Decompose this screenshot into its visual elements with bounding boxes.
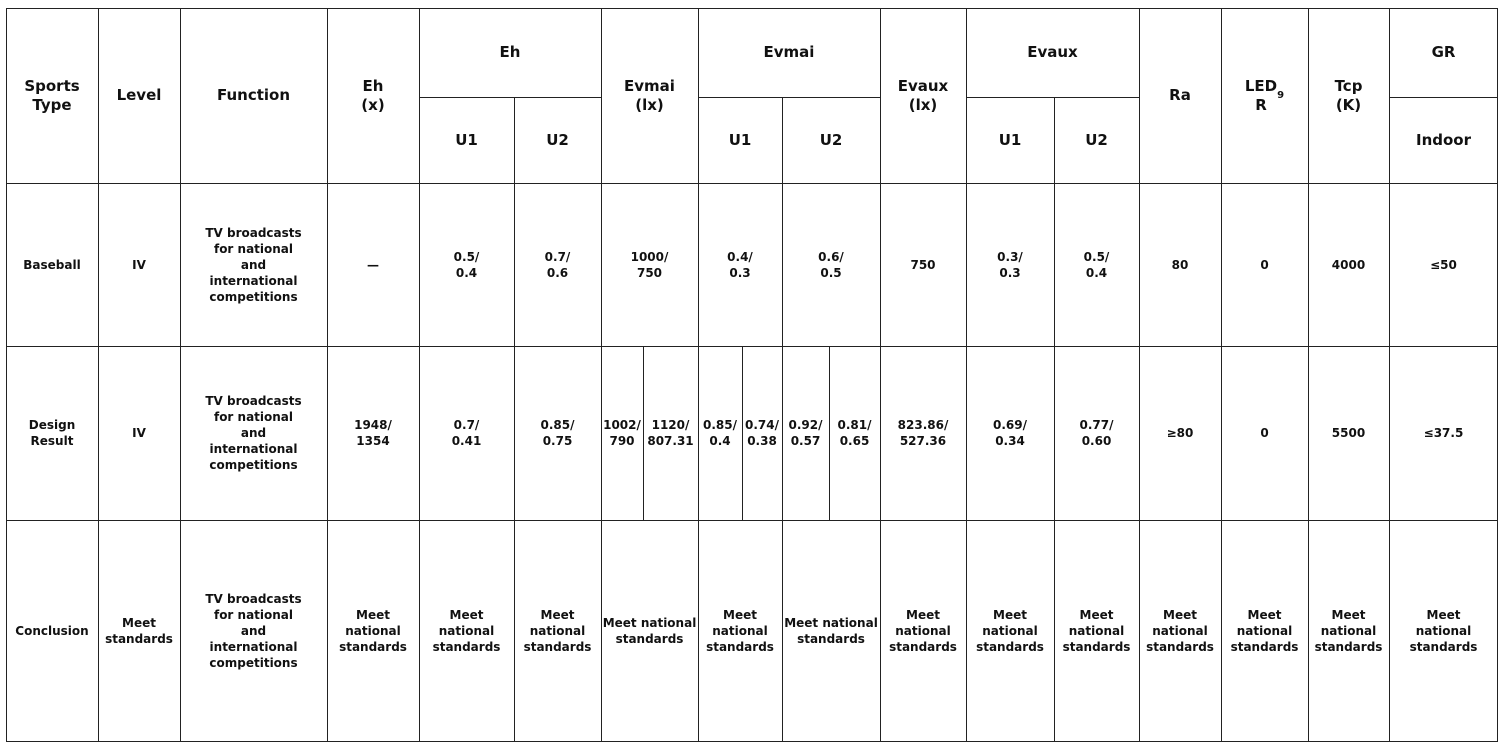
header-gr-indoor: Indoor: [1415, 130, 1471, 149]
header-evmai-lx: Evmai (lx): [624, 76, 675, 114]
header-evmai-group: Evmai: [763, 43, 815, 61]
conclusion-eh-u2: Meet national standards: [523, 607, 592, 654]
design-led-r9: 0: [1260, 426, 1269, 440]
header-level: Level: [116, 86, 162, 104]
header-eh-u2: U2: [546, 130, 569, 149]
header-gr: GR: [1431, 43, 1456, 61]
design-level: IV: [132, 426, 146, 440]
design-eh: 1948/ 1354: [354, 418, 392, 448]
header-sports-type: Sports Type: [24, 76, 80, 114]
conclusion-sports-type: Conclusion: [15, 623, 89, 638]
design-evaux-u2: 0.77/ 0.60: [1079, 418, 1114, 448]
conclusion-evmai: Meet national standards: [602, 615, 697, 646]
design-evmai-a: 1002/ 790: [603, 418, 641, 448]
conclusion-eh-u1: Meet national standards: [432, 607, 501, 654]
conclusion-evmai-u1: Meet national standards: [706, 607, 774, 654]
design-eh-u2: 0.85/ 0.75: [540, 418, 575, 448]
header-evmai-u2: U2: [819, 130, 843, 149]
baseball-evmai-u2: 0.6/ 0.5: [818, 249, 844, 280]
baseball-ra: 80: [1171, 257, 1189, 272]
conclusion-function: TV broadcasts for national and international competitions: [205, 591, 302, 670]
header-evaux-u2: U2: [1085, 130, 1108, 149]
baseball-function: TV broadcasts for national and international competitions: [205, 225, 302, 304]
baseball-evmai-u1: 0.4/ 0.3: [727, 249, 753, 280]
header-eh-x: Eh (x): [361, 76, 385, 114]
header-evmai-u1: U1: [728, 130, 752, 149]
design-evmai-u1-a: 0.85/ 0.4: [703, 418, 737, 448]
design-evmai-u2-a: 0.92/ 0.57: [788, 418, 823, 448]
design-evaux-u1: 0.69/ 0.34: [993, 418, 1027, 448]
conclusion-led-r9: Meet national standards: [1230, 607, 1299, 654]
design-evmai-u1-b: 0.74/ 0.38: [745, 418, 779, 448]
baseball-evaux-u2: 0.5/ 0.4: [1083, 249, 1110, 280]
header-tcp: Tcp (K): [1334, 76, 1363, 114]
header-ra: Ra: [1169, 86, 1191, 104]
table-border-bottom: [6, 741, 1498, 742]
design-sports-type: Design Result: [28, 418, 76, 448]
design-function: TV broadcasts for national and international competitions: [205, 394, 302, 472]
design-ra: ≥80: [1166, 426, 1194, 440]
design-evaux: 823.86/ 527.36: [897, 418, 949, 448]
baseball-evaux-u1: 0.3/ 0.3: [997, 249, 1023, 280]
design-evmai-b: 1120/ 807.31: [647, 418, 694, 448]
header-function: Function: [216, 86, 291, 104]
baseball-sports-type: Baseball: [23, 257, 81, 272]
baseball-evaux: 750: [910, 257, 936, 272]
design-gr: ≤37.5: [1423, 426, 1464, 440]
conclusion-eh: Meet national standards: [339, 607, 407, 654]
header-evaux-group: Evaux: [1027, 43, 1078, 61]
design-evmai-u2-b: 0.81/ 0.65: [837, 418, 872, 448]
header-led-r9: LED R 9: [1244, 76, 1285, 114]
design-eh-u1: 0.7/ 0.41: [451, 418, 482, 448]
header-evaux-u1: U1: [998, 130, 1022, 149]
baseball-led-r9: 0: [1260, 257, 1269, 272]
header-eh-u1: U1: [455, 130, 478, 149]
header-led-r9-main: LED R: [1244, 76, 1278, 114]
baseball-tcp: 4000: [1331, 257, 1366, 272]
conclusion-tcp: Meet national standards: [1314, 607, 1383, 654]
baseball-eh-u1: 0.5/ 0.4: [453, 249, 480, 280]
header-eh-group: Eh: [499, 43, 521, 61]
conclusion-evaux-u1: Meet national standards: [976, 607, 1044, 654]
conclusion-level: Meet standards: [105, 615, 173, 646]
baseball-eh: —: [367, 257, 379, 272]
baseball-eh-u2: 0.7/ 0.6: [544, 249, 571, 280]
design-tcp: 5500: [1331, 426, 1366, 440]
conclusion-gr: Meet national standards: [1409, 607, 1478, 654]
baseball-gr: ≤50: [1430, 257, 1457, 272]
conclusion-ra: Meet national standards: [1146, 607, 1214, 654]
baseball-evmai: 1000/ 750: [630, 249, 669, 280]
conclusion-evmai-u2: Meet national standards: [784, 615, 878, 646]
conclusion-evaux: Meet national standards: [889, 607, 957, 654]
header-evaux-lx: Evaux (lx): [897, 76, 949, 114]
baseball-level: IV: [132, 257, 146, 272]
conclusion-evaux-u2: Meet national standards: [1062, 607, 1131, 654]
